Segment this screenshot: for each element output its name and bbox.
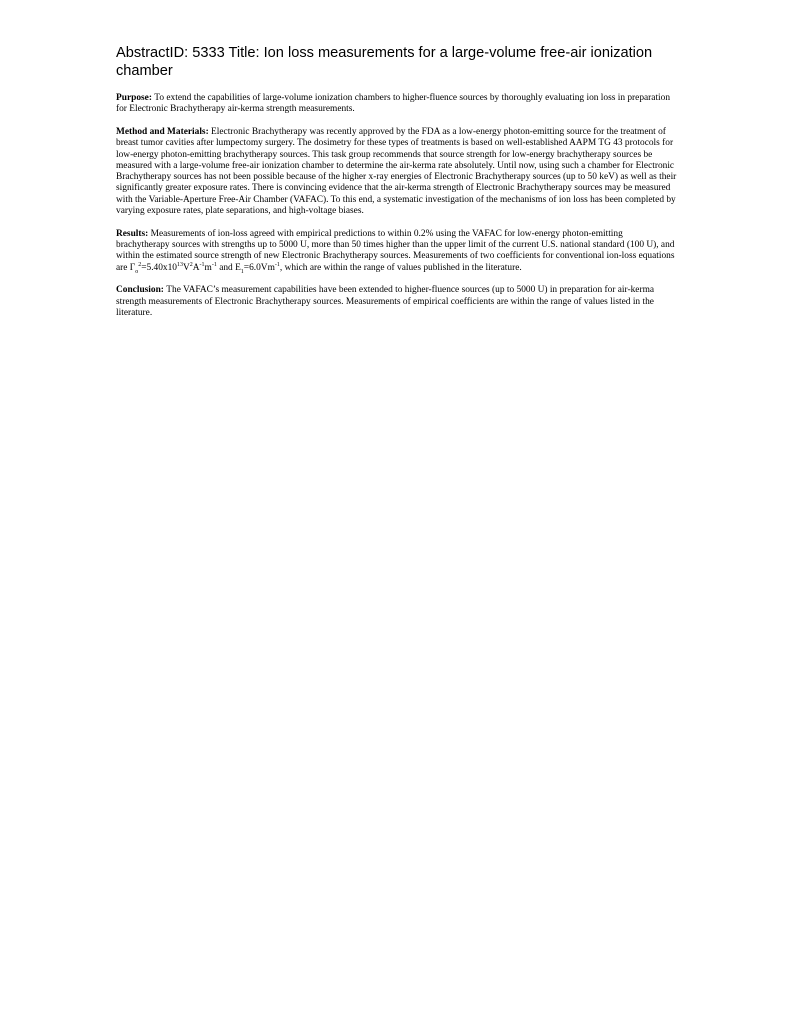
results-section — [116, 229, 678, 274]
gamma-superscript: 2 — [138, 261, 142, 268]
unit-m-exponent: -1 — [211, 261, 217, 268]
purpose-section — [116, 93, 678, 116]
results-text-before: Measurements of ion-loss agreed with empirical predictions to within 0.2% using the VAFAC for low-energy photon-emitting brachytherapy sources with strengths up to 5000 U, more than 50 times higher than the upper limit of the current U.S. national standard (100 U), and within the estimated source strength of new Electronic Brachytherapy sources. Measurements of two coefficients for conventional ion-loss equations are Γ — [116, 228, 675, 273]
e-exponent: -1 — [274, 261, 280, 268]
methods-section — [116, 127, 678, 217]
conclusion-text: The VAFAC’s measurement capabilities have been extended to higher-fluence sources (up to 5000 U) in preparation for air-kerma strength measurements of Electronic Brachytherapy sources. Measurements of empirical coefficients are within the range of values listed in the literature. — [116, 285, 655, 318]
methods-text: Electronic Brachytherapy was recently approved by the FDA as a low-energy photon-emitting source for the treatment of breast tumor cavities after lumpectomy surgery. The dosimetry for these types of treatments is based on well-established AAPM TG 43 protocols for low-energy photon-emitting brachytherapy sources. This task group recommends that source strength for low-energy brachytherapy sources be measured with a large-volume free-air ionization chamber to determine the air-kerma rate absolutely. Until now, using such a chamber for Electronic Brachytherapy sources has not been possible because of the higher x-ray energies of Electronic Brachytherapy sources (up to 50 keV) as well as their significantly greater exposure rates. There is convincing evidence that the air-kerma strength of Electronic Brachytherapy sources may be measured with the Variable-Aperture Free-Air Chamber (VAFAC). To this end, a systematic investigation of the mechanisms of ion loss has been completed by varying exposure rates, plate separations, and high-voltage biases. — [116, 126, 677, 217]
and-e-text: and E — [216, 262, 241, 273]
unit-a: A — [192, 262, 200, 273]
purpose-text: To extend the capabilities of large-volume ionization chambers to higher-fluence sources by thoroughly evaluating ion loss in preparation for Electronic Brachytherapy air-kerma strength measurements. — [116, 93, 671, 115]
conclusion-label: Conclusion: — [116, 285, 167, 296]
unit-v-exponent: 2 — [189, 261, 193, 268]
e-value: =6.0Vm — [243, 262, 275, 273]
unit-v: V — [182, 262, 190, 273]
purpose-label: Purpose: — [116, 93, 155, 103]
results-text-after: , which are within the range of values published in the literature. — [279, 262, 522, 273]
gamma-subscript: o — [135, 268, 139, 275]
conclusion-section — [116, 285, 678, 319]
e-subscript: 1 — [240, 268, 244, 275]
gamma-exponent: 13 — [176, 261, 183, 268]
unit-m: m — [204, 262, 212, 273]
gamma-value: =5.40x10 — [141, 262, 177, 273]
results-text — [116, 229, 675, 273]
abstract-title: AbstractID: 5333 Title: Ion loss measurements for a large-volume free-air ionization chamber — [116, 45, 653, 79]
methods-label: Method and Materials: — [116, 126, 212, 137]
abstract-page — [116, 44, 678, 331]
unit-a-exponent: -1 — [199, 261, 205, 268]
results-label: Results: — [116, 228, 151, 239]
